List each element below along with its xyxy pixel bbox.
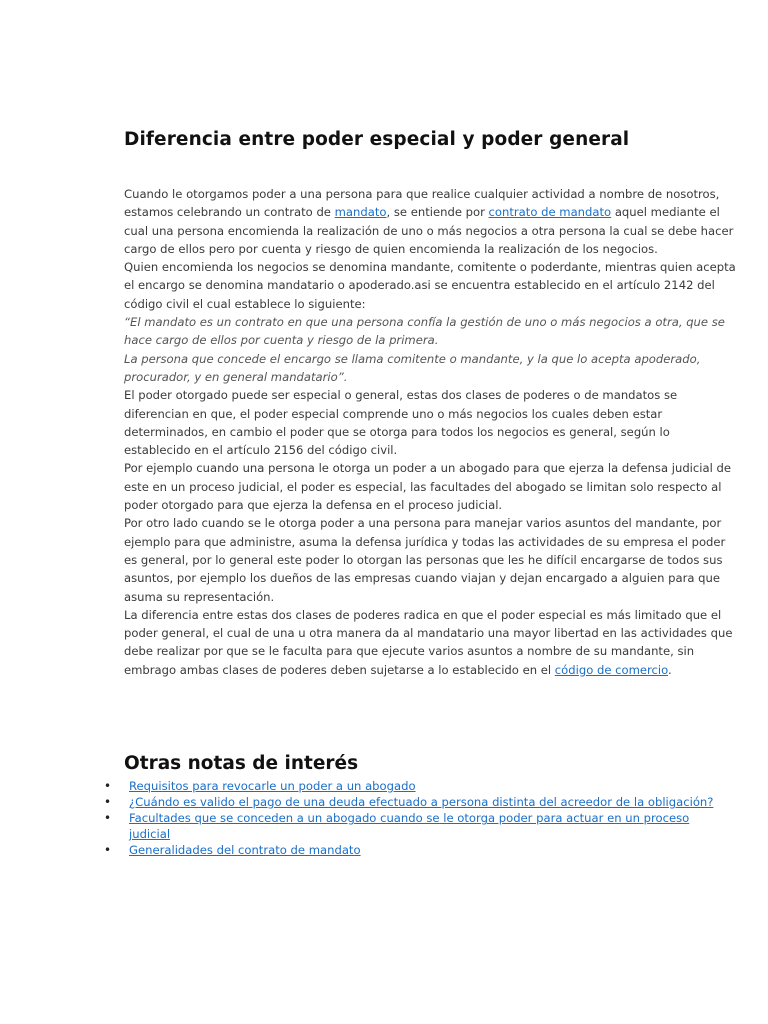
related-note-link[interactable]: ¿Cuándo es valido el pago de una deuda efectuado a persona distinta del acreedor de la obligación? — [129, 795, 714, 810]
article-title: Diferencia entre poder especial y poder general — [124, 129, 630, 150]
bullet-icon: • — [104, 795, 112, 810]
bullet-icon: • — [104, 779, 112, 793]
list-item — [104, 843, 724, 858]
paragraph-mandante: Quien encomienda los negocios se denomina mandante, comitente o poderdante, mientras quien acepta el encargo se denomina mandatario o apoderado.asi se encuentra establecido en el artículo 2142 del código civil el cual establece lo siguiente: — [124, 260, 736, 311]
mandato-link[interactable]: mandato — [334, 205, 387, 220]
quote-article-2142: “El mandato es un contrato en que una persona confía la gestión de uno o más negocios a otra, que se hace cargo de ellos por cuenta y riesgo de la primera. — [124, 315, 725, 348]
article-body — [124, 185, 736, 679]
article — [124, 128, 736, 679]
list-item — [104, 779, 724, 794]
related-note-link[interactable]: Facultades que se conceden a un abogado cuando se le otorga poder para actuar en un proceso judicial — [129, 811, 690, 841]
paragraph-diferencia — [124, 606, 736, 679]
contrato-de-mandato-link[interactable]: contrato de mandato — [488, 205, 612, 220]
paragraph-text: Cuando le otorgamos poder a una persona para que realice cualquier actividad a nombre de nosotros, estamos celebrando un contrato de — [124, 187, 720, 220]
list-item — [104, 795, 724, 810]
related-note-link[interactable]: Requisitos para revocarle un poder a un abogado — [129, 779, 416, 793]
quote-comitente: La persona que concede el encargo se llama comitente o mandante, y la que lo acepta apoderado, procurador, y en general mandatario”. — [124, 351, 701, 384]
bullet-icon: • — [104, 842, 112, 857]
paragraph-text: . — [668, 662, 672, 677]
paragraph-intro — [124, 185, 736, 258]
related-notes-list — [104, 779, 724, 859]
paragraph-text: , se entiende por — [386, 205, 489, 220]
codigo-de-comercio-link[interactable]: código de comercio — [554, 662, 669, 677]
list-item — [104, 811, 724, 841]
bullet-icon: • — [104, 811, 112, 826]
related-note-link[interactable]: Generalidades del contrato de mandato — [129, 842, 361, 857]
paragraph-text: La diferencia entre estas dos clases de poderes radica en que el poder especial es más limitado que el poder general, el cual de una u otra manera da al mandatario una mayor libertad en las actividades que debe realizar por que se le faculta para que ejecute varios asuntos a nombre de su mandante, sin embrago ambas clases de poderes deben sujetarse a lo establecido en el — [124, 607, 733, 677]
paragraph-text: aquel mediante el cual una persona encomienda la realización de uno o más negocios a otra persona la cual se debe hacer cargo de ellos pero por cuenta y riesgo de quien encomienda la realización de los negocios. — [124, 205, 734, 256]
paragraph-poder-especial-general: El poder otorgado puede ser especial o general, estas dos clases de poderes o de mandatos se diferencian en que, el poder especial comprende uno o más negocios los cuales deben estar determinados, en cambio el poder que se otorga para todos los negocios es general, según lo establecido en el artículo 2156 del código civil. — [124, 388, 678, 458]
paragraph-ejemplo-general: Por otro lado cuando se le otorga poder a una persona para manejar varios asuntos del mandante, por ejemplo para que administre, asuma la defensa jurídica y todas las actividades de su empresa el poder es general, por lo general este poder lo otorgan las personas que les he difícil encargarse de todos sus asuntos, por ejemplo los dueños de las empresas cuando viajan y dejan encargado a alguien para que asuma su representación. — [124, 516, 726, 604]
paragraph-ejemplo-especial: Por ejemplo cuando una persona le otorga un poder a un abogado para que ejerza la defensa judicial de este en un proceso judicial, el poder es especial, las facultades del abogado se limitan solo respecto al poder otorgado para que ejerza la defensa en el proceso judicial. — [124, 461, 732, 513]
related-notes-heading: Otras notas de interés — [124, 753, 359, 774]
